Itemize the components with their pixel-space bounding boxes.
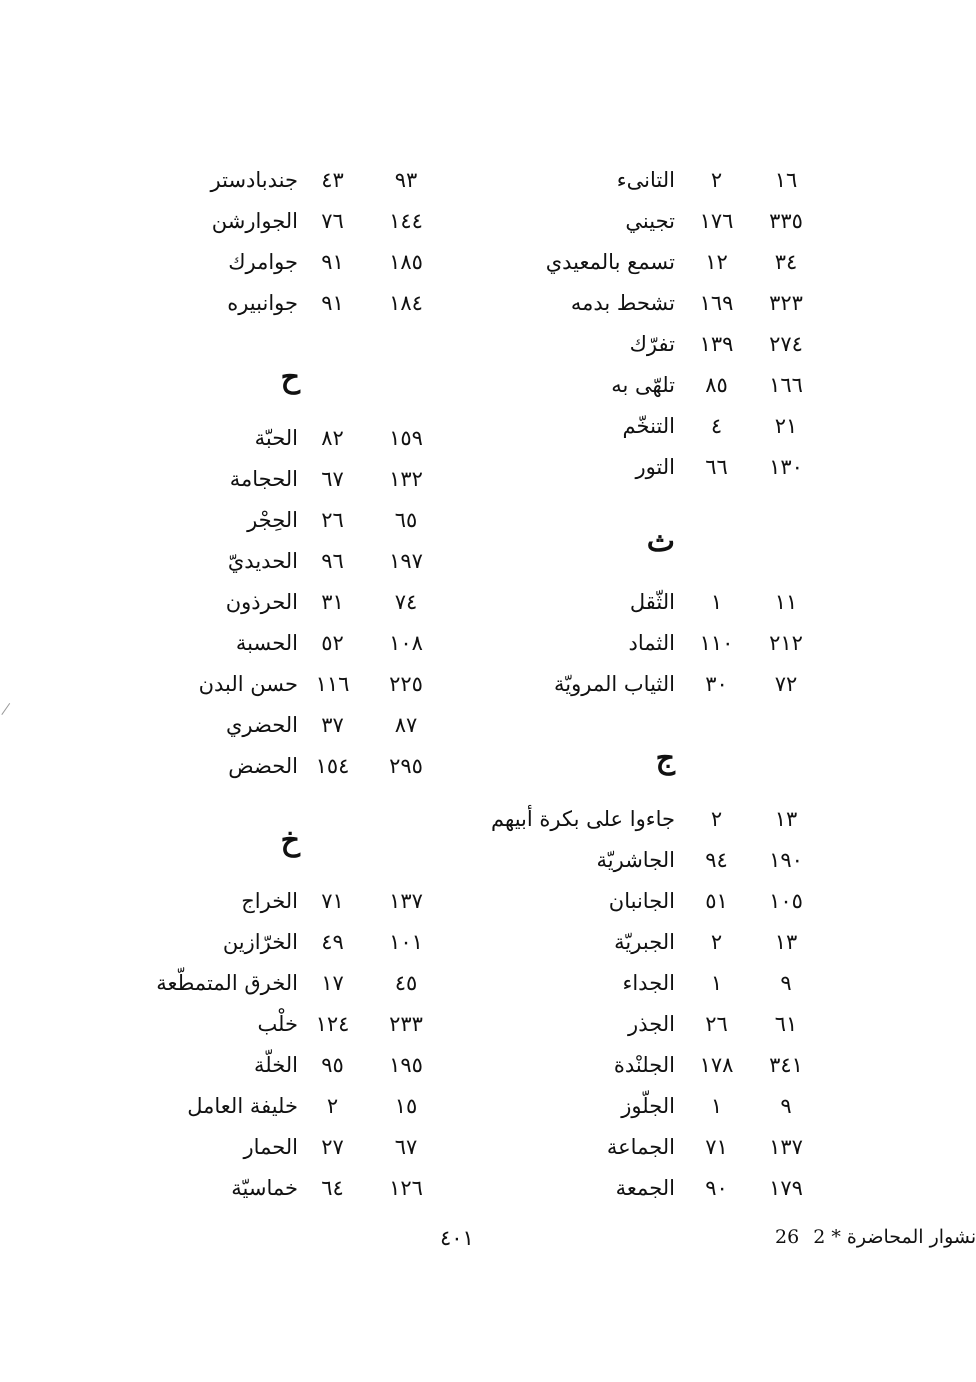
index-term: الخرق المتمطّعة	[156, 971, 298, 995]
index-term: جوامرك	[228, 250, 298, 274]
item-reference: ١٧	[321, 971, 344, 995]
page-reference: ١٨٥	[389, 250, 423, 274]
section-letter-heading	[480, 719, 840, 799]
item-reference: ٦٧	[321, 467, 344, 491]
item-reference: ١٥٤	[315, 754, 350, 778]
index-entry	[150, 746, 450, 787]
item-reference: ٩٤	[705, 848, 728, 872]
index-entry	[150, 582, 450, 623]
index-entry	[480, 1168, 840, 1209]
index-term: الجمعة	[615, 1176, 675, 1200]
section-letter-heading	[150, 338, 450, 418]
page-reference: ٢١٢	[769, 631, 803, 655]
index-term: الجوارشن	[211, 209, 298, 233]
index-entry	[480, 799, 840, 840]
page-reference: ٣٢٣	[769, 291, 803, 315]
item-reference: ٢	[710, 807, 723, 831]
page-reference: ٧٤	[394, 590, 418, 614]
item-reference: ١٢	[705, 250, 728, 274]
index-term: الحمار	[243, 1135, 298, 1159]
index-term: الخلّة	[254, 1053, 298, 1077]
index-entry	[150, 541, 450, 582]
page-reference: ٨٧	[394, 713, 418, 737]
page-reference: ١٣	[774, 930, 798, 954]
index-entry	[480, 201, 840, 242]
index-entry	[480, 881, 840, 922]
item-reference: ٩١	[321, 291, 344, 315]
item-reference: ٨٢	[321, 426, 344, 450]
index-entry	[480, 963, 840, 1004]
item-reference: ٢	[326, 1094, 339, 1118]
item-reference: ١	[710, 590, 723, 614]
index-entry	[150, 459, 450, 500]
index-entry	[480, 242, 840, 283]
signature-title: نشوار المحاضرة * 2	[813, 1226, 976, 1248]
index-term: التانىء	[616, 168, 675, 192]
index-term: الخراج	[241, 889, 298, 913]
page-reference: ١٠٥	[769, 889, 803, 913]
item-reference: ٤	[710, 414, 723, 438]
index-entry	[150, 1004, 450, 1045]
item-reference: ٧٦	[321, 209, 344, 233]
index-term: الجلنْدة	[613, 1053, 675, 1077]
page-reference: ١٨٤	[389, 291, 423, 315]
item-reference: ٩٠	[705, 1176, 728, 1200]
section-letter: خ	[280, 823, 300, 858]
index-term: الجاشريّة	[596, 848, 675, 872]
item-reference: ٢٧	[321, 1135, 344, 1159]
index-entry	[150, 963, 450, 1004]
section-letter: ث	[646, 524, 675, 559]
index-term: الثياب المرويّة	[554, 672, 675, 696]
index-term: الحجامة	[229, 467, 298, 491]
section-spacer	[480, 705, 840, 719]
index-entry	[480, 1004, 840, 1045]
index-entry	[150, 1045, 450, 1086]
page-reference: ٤٥	[394, 971, 418, 995]
item-reference: ٢٦	[705, 1012, 728, 1036]
page-reference: ٦١	[774, 1012, 798, 1036]
index-term: الجذر	[628, 1012, 675, 1036]
index-term: الحضض	[228, 754, 298, 778]
index-entry	[150, 922, 450, 963]
index-term: تسمع بالمعيدي	[545, 250, 675, 274]
index-term: خلْب	[257, 1012, 298, 1036]
item-reference: ١٣٩	[699, 332, 734, 356]
index-term: الجداء	[622, 971, 675, 995]
index-entry	[150, 418, 450, 459]
page-reference: ١٣٧	[389, 889, 423, 913]
page-reference: ١٩٠	[769, 848, 803, 872]
index-term: الجلّوز	[621, 1094, 675, 1118]
page-reference: ٩	[780, 1094, 792, 1118]
page-reference: ٦٧	[394, 1135, 418, 1159]
item-reference: ٩١	[321, 250, 344, 274]
item-reference: ١	[710, 1094, 723, 1118]
index-term: التنخّم	[622, 414, 675, 438]
item-reference: ١٦٩	[699, 291, 734, 315]
index-entry	[150, 705, 450, 746]
item-reference: ٣١	[321, 590, 344, 614]
item-reference: ٧١	[321, 889, 344, 913]
section-spacer	[150, 324, 450, 338]
item-reference: ٩٦	[321, 549, 344, 573]
index-term: حسن البدن	[198, 672, 298, 696]
item-reference: ٣٧	[321, 713, 344, 737]
index-term: خماسيّة	[231, 1176, 298, 1200]
index-entry	[480, 1086, 840, 1127]
index-entry	[480, 664, 840, 705]
index-entry	[150, 242, 450, 283]
page-reference: ٩	[780, 971, 792, 995]
index-entry	[150, 664, 450, 705]
page-reference: ٩٣	[394, 168, 418, 192]
item-reference: ٤٣	[321, 168, 344, 192]
signature-number: 26	[775, 1226, 800, 1248]
item-reference: ١٢٤	[315, 1012, 350, 1036]
index-term: الخرّازين	[222, 930, 298, 954]
index-entry	[480, 283, 840, 324]
section-spacer	[480, 488, 840, 502]
index-entry	[150, 201, 450, 242]
index-term: الجانبان	[608, 889, 675, 913]
section-letter-heading	[480, 502, 840, 582]
index-term: تشحط بدمه	[570, 291, 675, 315]
page-reference: ٢١	[774, 414, 798, 438]
index-entry	[480, 160, 840, 201]
index-term: الثماد	[628, 631, 675, 655]
index-entry	[150, 881, 450, 922]
page-reference: ٣٣٥	[769, 209, 803, 233]
item-reference: ٤٩	[321, 930, 344, 954]
index-entry	[480, 582, 840, 623]
item-reference: ٦٤	[321, 1176, 344, 1200]
page-reference: ١٣٠	[769, 455, 803, 479]
item-reference: ٦٦	[705, 455, 728, 479]
item-reference: ٢	[710, 930, 723, 954]
index-term: التور	[635, 455, 675, 479]
item-reference: ٥٢	[321, 631, 344, 655]
index-entry	[480, 1127, 840, 1168]
index-entry	[480, 840, 840, 881]
index-entry	[480, 406, 840, 447]
item-reference: ١	[710, 971, 723, 995]
index-term: الحضري	[225, 713, 298, 737]
item-reference: ١٧٨	[699, 1053, 734, 1077]
index-entry	[150, 623, 450, 664]
page-reference: ١٥	[394, 1094, 418, 1118]
index-term: جندبادستر	[210, 168, 298, 192]
index-entry	[480, 623, 840, 664]
index-entry	[480, 1045, 840, 1086]
index-entry	[480, 324, 840, 365]
index-term: الحسبة	[235, 631, 298, 655]
index-term: تجيني	[625, 209, 675, 233]
page-reference: ١٣	[774, 807, 798, 831]
page-reference: ١٥٩	[389, 426, 423, 450]
page-reference: ٢٢٥	[389, 672, 423, 696]
item-reference: ٧١	[705, 1135, 728, 1159]
item-reference: ٣٠	[705, 672, 728, 696]
item-reference: ١٧٦	[699, 209, 734, 233]
section-letter-heading	[150, 801, 450, 881]
index-term: جوانبيره	[227, 291, 298, 315]
index-term: الجماعة	[606, 1135, 675, 1159]
index-term: الثّقل	[629, 590, 675, 614]
index-entry	[480, 447, 840, 488]
page-reference: ٦٥	[394, 508, 418, 532]
index-column-right	[480, 160, 840, 1209]
page-reference: ١٢٦	[389, 1176, 423, 1200]
index-term: تلهّى به	[611, 373, 675, 397]
page-reference: ١٣٢	[389, 467, 423, 491]
page-reference: ١٤٤	[389, 209, 423, 233]
index-entry	[150, 1086, 450, 1127]
page-reference: ١٩٥	[389, 1053, 423, 1077]
index-entry	[150, 160, 450, 201]
page-reference: ١٠١	[389, 930, 423, 954]
item-reference: ٥١	[705, 889, 728, 913]
page-reference: ٢٩٥	[389, 754, 423, 778]
index-term: تفرّك	[629, 332, 675, 356]
index-term: الحِجْر	[247, 508, 298, 532]
page-reference: ٣٤١	[769, 1053, 803, 1077]
margin-mark	[1, 703, 21, 723]
page-reference: ١٣٧	[769, 1135, 803, 1159]
page-reference: ٢٣٣	[389, 1012, 423, 1036]
index-entry	[480, 365, 840, 406]
item-reference: ٨٥	[705, 373, 728, 397]
index-entry	[150, 283, 450, 324]
index-entry	[480, 922, 840, 963]
index-term: الحبّة	[254, 426, 298, 450]
index-entry	[150, 1127, 450, 1168]
index-term: الحديديّ	[227, 549, 298, 573]
item-reference: ١١٠	[699, 631, 734, 655]
index-column-left	[150, 160, 450, 1209]
page-reference: ١٧٩	[769, 1176, 803, 1200]
printer-signature	[775, 1226, 976, 1248]
page-reference: ١٦	[774, 168, 798, 192]
index-term: الجبريّة	[614, 930, 675, 954]
section-letter: ج	[655, 741, 675, 776]
page-reference: ٢٧٤	[769, 332, 803, 356]
item-reference: ٩٥	[321, 1053, 344, 1077]
index-entry	[150, 1168, 450, 1209]
item-reference: ١١٦	[315, 672, 350, 696]
page-reference: ١٩٧	[389, 549, 423, 573]
page-reference: ١٠٨	[389, 631, 423, 655]
index-term: خليفة العامل	[187, 1094, 298, 1118]
section-letter: ح	[280, 360, 300, 395]
item-reference: ٢	[710, 168, 723, 192]
page-number: ٤٠١	[440, 1226, 474, 1250]
page-reference: ٧٢	[774, 672, 798, 696]
page-reference: ١١	[774, 590, 798, 614]
item-reference: ٢٦	[321, 508, 344, 532]
page-reference: ١٦٦	[769, 373, 803, 397]
section-spacer	[150, 787, 450, 801]
index-term: الحرذون	[225, 590, 298, 614]
index-entry	[150, 500, 450, 541]
page-reference: ٣٤	[774, 250, 798, 274]
index-term: جاءوا على بكرة أبيهم	[491, 807, 675, 831]
